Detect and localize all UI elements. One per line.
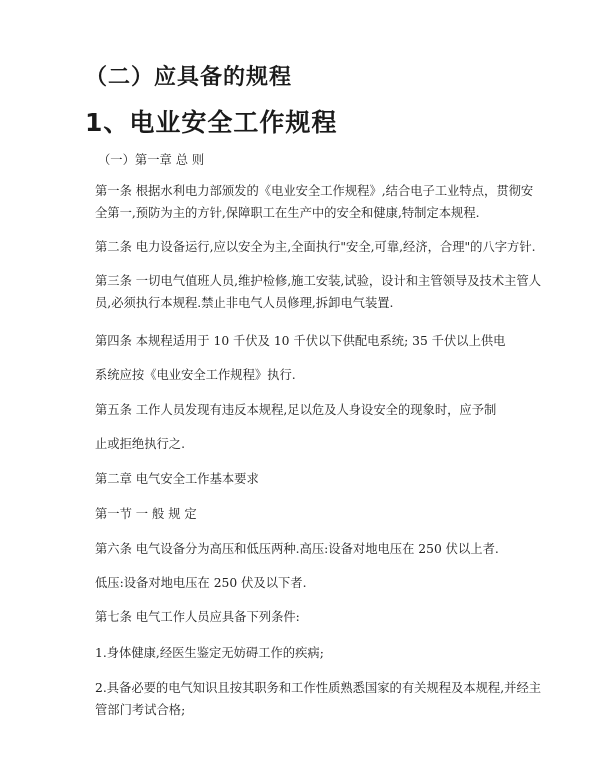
article-3: 第三条 一切电气值班人员,维护检修,施工安装,试验，设计和主管领导及技术主管人员,必须执行本规程.禁止非电气人员修理,拆卸电气装置. (95, 274, 542, 310)
condition-item-1: 1.身体健康,经医生鉴定无妨碍工作的疾病; (95, 646, 324, 660)
article-5-line-2: 止或拒绝执行之. (95, 437, 185, 451)
section-1-heading: 第一节 一 般 规 定 (95, 507, 197, 521)
article-6-line-2: 低压:设备对地电压在 250 伏及以下者. (95, 576, 307, 590)
condition-item-2: 2.具备必要的电气知识且按其职务和工作性质熟悉国家的有关规程及本规程,并经主管部门考试合格; (95, 681, 542, 717)
article-7: 第七条 电气工作人员应具备下列条件: (95, 610, 300, 624)
article-1: 第一条 根据水利电力部颁发的《电业安全工作规程》,结合电子工业特点，贯彻安全第一,预防为主的方针,保障职工在生产中的安全和健康,特制定本规程. (95, 184, 534, 220)
article-2: 第二条 电力设备运行,应以安全为主,全面执行"安全,可靠,经济，合理"的八字方针. (95, 240, 536, 254)
article-4-line-1: 第四条 本规程适用于 10 千伏及 10 千伏以下供配电系统; 35 千伏以上供电 (95, 334, 506, 348)
article-4-line-2: 系统应按《电业安全工作规程》执行. (95, 368, 296, 382)
article-5-line-1: 第五条 工作人员发现有违反本规程,足以危及人身设安全的现象时，应予制 (95, 403, 497, 417)
section-title: （二）应具备的规程 (85, 65, 293, 90)
document-title: 1、电业安全工作规程 (85, 108, 338, 137)
chapter-2-heading: 第二章 电气安全工作基本要求 (95, 472, 259, 486)
chapter-1-heading: （一）第一章 总 则 (98, 153, 205, 167)
article-6-line-1: 第六条 电气设备分为高压和低压两种.高压:设备对地电压在 250 伏以上者. (95, 542, 499, 556)
